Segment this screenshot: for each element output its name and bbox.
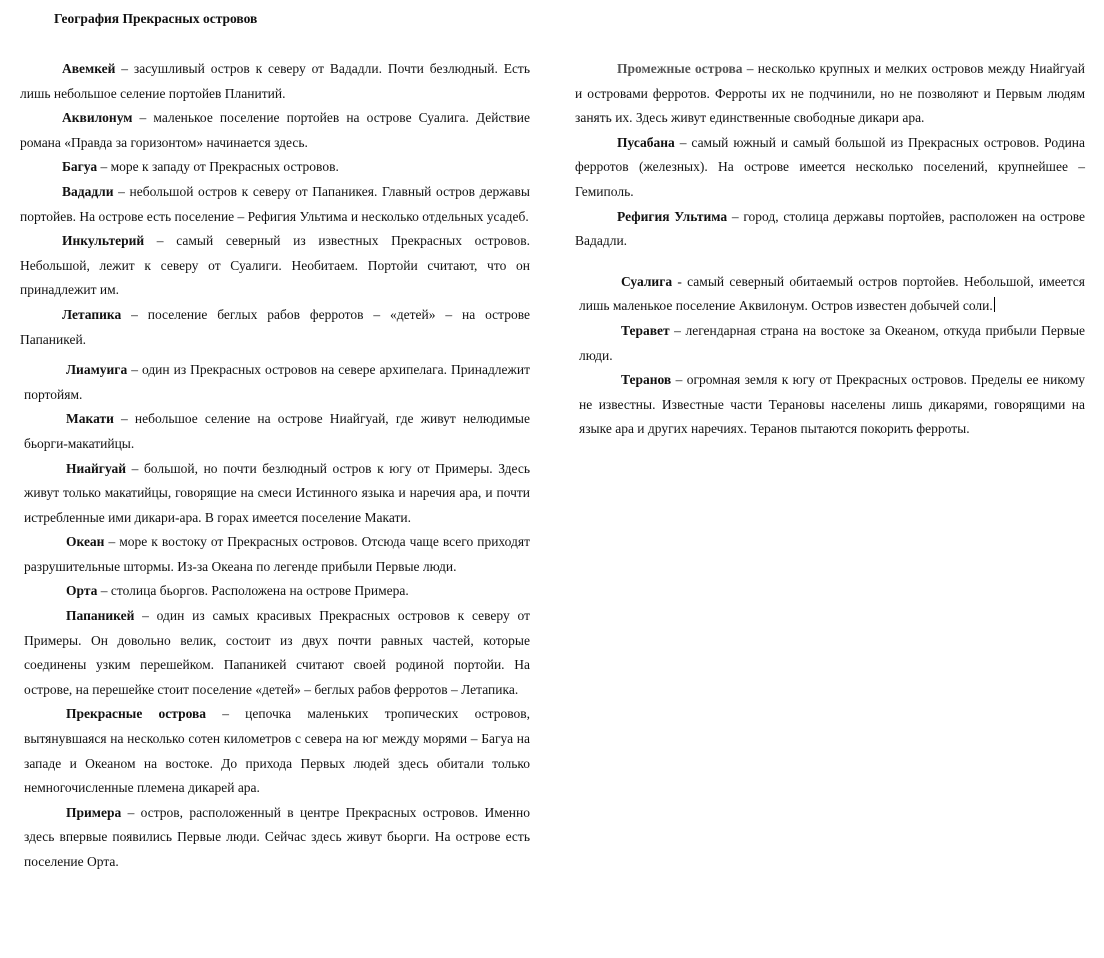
entry-inkulteriy	[20, 229, 530, 303]
entry-text: цепочка маленьких тропических островов, вытянувшаяся на несколько сотен километров с севера на юг между морями – Багуа на западе и Океаном на востоке. До прихода Первых людей здесь обитали только немногочисленные племена дикарей ара.	[24, 706, 531, 796]
entry-separator: –	[132, 110, 154, 126]
entry-text: город, столица державы портойев, расположен на острове Вададли.	[575, 208, 1086, 249]
entry-term: Океан	[66, 534, 105, 550]
entry-separator: -	[672, 273, 688, 289]
entry-avemkey	[20, 57, 530, 106]
entry-text: один из Прекрасных островов на севере архипелага. Принадлежит портойям.	[24, 362, 530, 402]
entry-term: Лиамуига	[66, 362, 128, 378]
entry-text: небольшой остров к северу от Папаникея. Главный остров державы портойев. На острове есть поселение – Рефигия Ультима и несколько отдельных усадеб.	[20, 183, 530, 224]
right-column-lower	[575, 270, 1085, 442]
entry-text: самый северный из известных Прекрасных островов. Небольшой, лежит к северу от Суалиги. Необитаем. Портойи считают, что он принадлежит им.	[20, 233, 531, 298]
entry-teravet	[579, 319, 1085, 368]
entry-niaiguai	[24, 457, 530, 531]
entry-separator: –	[134, 608, 157, 624]
entry-teranov	[579, 368, 1085, 442]
entry-separator: –	[674, 134, 692, 150]
entry-separator: –	[126, 460, 144, 476]
entry-term: Багуа	[62, 159, 98, 175]
spacer	[575, 254, 1085, 270]
entry-orta	[24, 579, 530, 604]
entry-separator: –	[144, 233, 177, 249]
entry-term: Теравет	[621, 322, 670, 338]
entry-term: Папаникей	[66, 608, 135, 624]
entry-text: море к востоку от Прекрасных островов. Отсюда чаще всего приходят разрушительные штормы. Из-за Океана по легенде прибыли Первые люди.	[24, 534, 531, 574]
entry-separator: –	[115, 61, 134, 76]
entry-sualiga	[579, 270, 1085, 319]
entry-separator: –	[669, 322, 686, 338]
entry-akvilonum	[20, 106, 530, 155]
entry-separator: –	[113, 183, 130, 199]
entry-term: Теранов	[621, 372, 672, 388]
entry-separator: –	[104, 534, 120, 550]
entry-separator: –	[113, 411, 135, 427]
entry-text: столица бьоргов. Расположена на острове Примера.	[110, 583, 409, 599]
entry-text: засушливый остров к северу от Вададли. Почти безлюдный. Есть лишь небольшое селение портойев Планитий.	[20, 61, 530, 101]
entry-separator: –	[121, 306, 148, 322]
entry-term: Авемкей	[62, 61, 116, 76]
entry-term: Аквилонум	[62, 110, 133, 126]
entry-text: небольшое селение на острове Ниайгуай, где живут нелюдимые бьорги-макатийцы.	[24, 411, 530, 451]
entry-text: поселение беглых рабов ферротов – «детей» – на острове Папаникей.	[20, 306, 530, 347]
entry-okean	[24, 530, 530, 579]
entry-separator: –	[121, 804, 141, 820]
entry-prekrasnye-ostrova	[24, 702, 530, 800]
left-column-lower	[20, 358, 530, 874]
entry-text: большой, но почти безлюдный остров к югу от Примеры. Здесь живут только макатийцы, говорящие на смеси Истинного языка и наречия ара, и почти истребленные ими дикари-ара. В горах имеется поселение Макати.	[24, 460, 530, 525]
entry-text: легендарная страна на востоке за Океаном, откуда прибыли Первые люди.	[579, 322, 1086, 363]
entry-liamuiga	[24, 358, 530, 407]
entry-term: Примера	[66, 804, 122, 820]
entry-term: Орта	[66, 583, 98, 599]
entry-text: один из самых красивых Прекрасных островов к северу от Примеры. Он довольно велик, состоит из двух почти равных частей, которые соединены узким перешейком. Папаникей считают своей родиной портойи. На острове, на перешейке стоит поселение «детей» – беглых рабов ферротов – Летапика.	[24, 608, 530, 697]
entry-pusabana	[575, 131, 1085, 205]
text-cursor	[994, 297, 995, 312]
entry-term: Пусабана	[617, 134, 675, 150]
entry-vadadli	[20, 180, 530, 229]
entry-term: Макати	[66, 411, 114, 427]
entry-term: Вададли	[62, 183, 114, 199]
entry-text: маленькое поселение портойев на острове Суалига. Действие романа «Правда за горизонтом» начинается здесь.	[20, 110, 531, 150]
left-column	[20, 57, 530, 875]
entry-term: Промежные острова	[617, 61, 743, 76]
entry-term: Рефигия Ультима	[617, 208, 728, 224]
entry-separator: –	[727, 208, 744, 224]
entry-separator: –	[671, 372, 687, 388]
entry-bagua	[20, 155, 530, 180]
entry-separator: –	[742, 61, 758, 76]
entry-text: огромная земля к югу от Прекрасных островов. Пределы ее никому не известны. Известные части Терановы населены лишь дикарями, говорящими на языке ара и других наречиях. Теранов пытаются покорить ферроты.	[579, 372, 1086, 437]
document-title: География Прекрасных островов	[54, 11, 258, 26]
entry-separator: –	[97, 583, 111, 599]
entry-primera	[24, 801, 530, 875]
entry-promezhnye-ostrova	[575, 57, 1085, 131]
entry-letapika	[20, 303, 530, 352]
entry-separator: –	[97, 159, 111, 175]
entry-text: самый южный и самый большой из Прекрасных островов. Родина ферротов (железных). На острове имеется несколько поселений, крупнейшее – Гемиполь.	[575, 134, 1086, 199]
entry-separator: –	[206, 706, 246, 722]
entry-text: остров, расположенный в центре Прекрасных островов. Именно здесь впервые появились Первые люди. Сейчас здесь живут бьорги. На острове есть поселение Орта.	[24, 804, 530, 869]
entry-term: Летапика	[62, 306, 122, 322]
entry-papanikey	[24, 604, 530, 702]
entry-text: несколько крупных и мелких островов между Ниайгуай и островами ферротов. Ферроты их не подчинили, но не позволяют и Первым людям занять их. Здесь живут единственные свободные дикари ара.	[575, 61, 1086, 126]
entry-term: Инкультерий	[62, 233, 145, 249]
entry-term: Ниайгуай	[66, 460, 127, 476]
entry-refigiya-ultima	[575, 205, 1085, 254]
entry-term: Суалига	[621, 273, 673, 289]
entry-text: самый северный обитаемый остров портойев. Небольшой, имеется лишь маленькое поселение Аквилонум. Остров известен добычей соли.	[579, 273, 1085, 314]
entry-text: море к западу от Прекрасных островов.	[110, 159, 339, 175]
entry-makati	[24, 407, 530, 456]
right-column	[575, 57, 1085, 442]
entry-separator: –	[127, 362, 142, 378]
entry-term: Прекрасные острова	[66, 706, 207, 722]
